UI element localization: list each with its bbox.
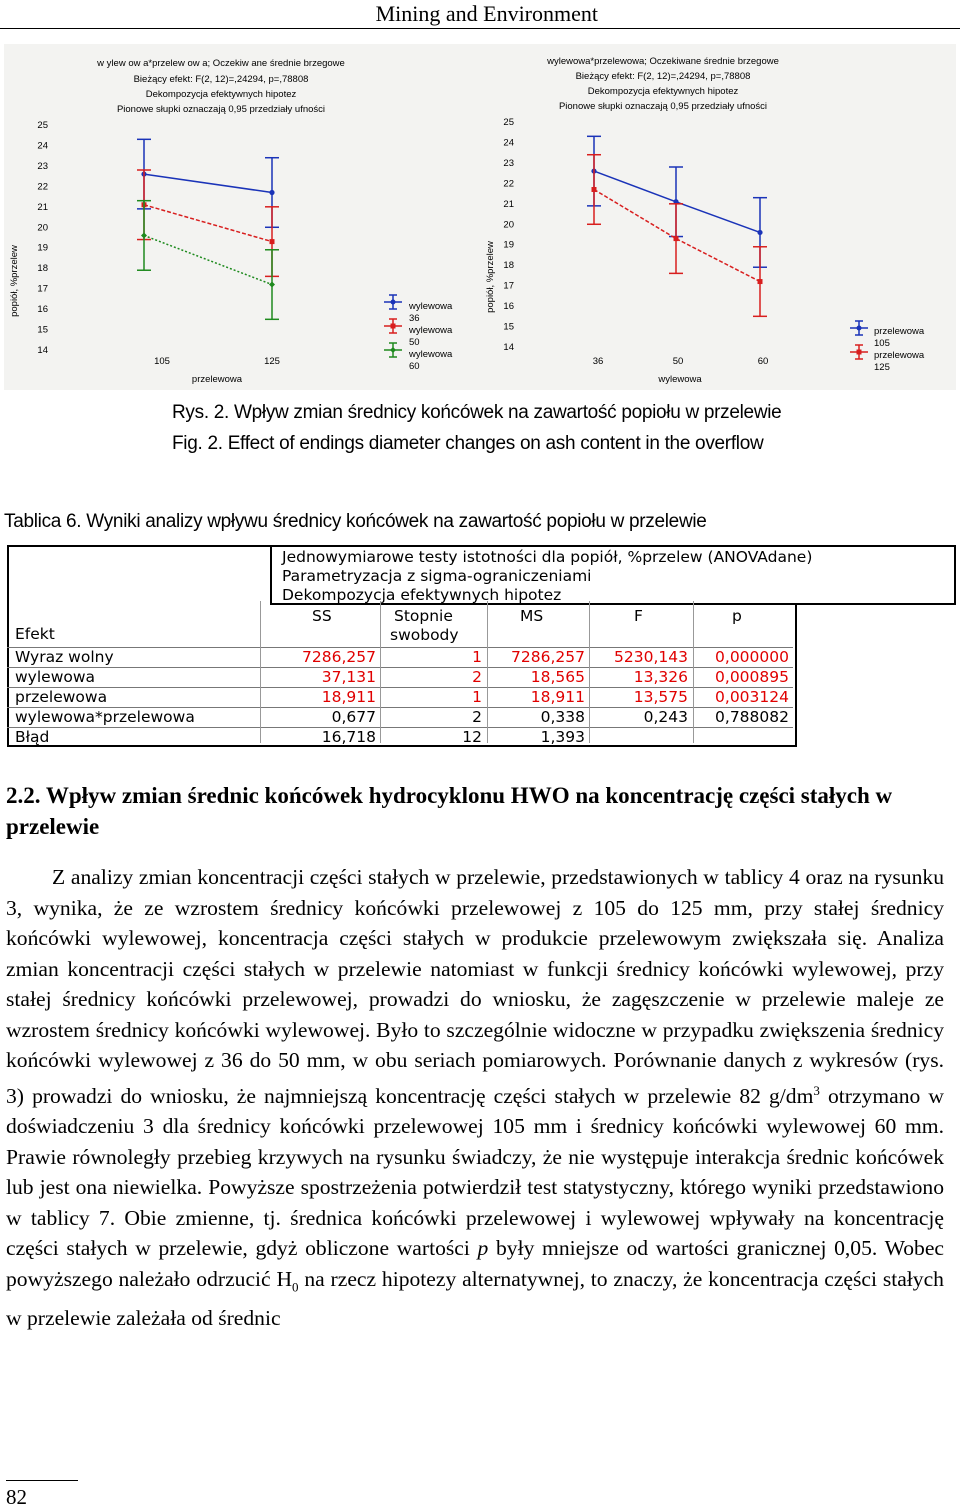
legend-left-word: wylewowa bbox=[409, 301, 453, 312]
figure-caption-en-text: Effect of endings diameter changes on ash content in the overflow bbox=[227, 433, 764, 454]
table-cell-effect: wylewowa bbox=[15, 668, 96, 686]
table-cell-effect: Wyraz wolny bbox=[15, 648, 114, 666]
table-caption bbox=[4, 511, 707, 533]
column-divider bbox=[260, 601, 261, 743]
table-cell-ss: 37,131 bbox=[321, 668, 376, 686]
figure-caption-pl-label: Rys. 2. bbox=[172, 402, 230, 423]
table-cell-f: 0,243 bbox=[643, 708, 688, 726]
chart-left-xtick: 105 bbox=[154, 356, 170, 367]
table-cell-ms: 0,338 bbox=[540, 708, 585, 726]
table-cell-ms: 1,393 bbox=[540, 728, 585, 746]
figure-caption-en bbox=[172, 433, 763, 455]
chart-left-y-ticks bbox=[37, 120, 48, 356]
table-row bbox=[7, 727, 793, 747]
y-tick-label: 23 bbox=[503, 157, 514, 169]
chart-left-title-line: Dekompozycja efektywnych hipotez bbox=[145, 89, 297, 100]
table-header-line: Parametryzacja z sigma-ograniczeniami bbox=[282, 567, 592, 585]
legend-marker bbox=[391, 300, 396, 305]
table-cell-f: 5230,143 bbox=[614, 648, 688, 666]
chart-left-title-line: Pionowe słupki oznaczają 0,95 przedziały ufności bbox=[116, 104, 326, 115]
col-header-ms: MS bbox=[520, 607, 544, 625]
series-line bbox=[144, 174, 272, 192]
y-tick-label: 18 bbox=[37, 263, 48, 275]
col-header-f: F bbox=[634, 607, 643, 625]
y-tick-label: 17 bbox=[37, 283, 48, 295]
legend-marker bbox=[391, 324, 396, 329]
col-header-ss: SS bbox=[312, 607, 332, 625]
section-heading: 2.2. Wpływ zmian średnic końcówek hydrocyklonu HWO na koncentrację części stałych w przelewie bbox=[6, 783, 893, 839]
data-point bbox=[141, 232, 147, 238]
table-cell-f: 13,326 bbox=[633, 668, 688, 686]
table-cell-ss: 7286,257 bbox=[302, 648, 376, 666]
y-tick-label: 25 bbox=[37, 120, 48, 131]
data-point bbox=[757, 230, 762, 235]
legend-right-word: przelewowa bbox=[874, 350, 925, 361]
paragraph-text: były mniejsze od wartości granicznej 0,05. Wobec powyższego należało odrzucić H bbox=[6, 1236, 944, 1291]
chart-left-panel bbox=[4, 44, 480, 390]
data-point bbox=[674, 236, 679, 241]
paragraph-text: na rzecz hipotezy alternatywnej, to znaczy, że koncentracja części stałych w przelewie zależała od średnic bbox=[6, 1266, 944, 1330]
y-tick-label: 21 bbox=[37, 201, 48, 213]
page-number: 82 bbox=[6, 1485, 27, 1509]
figure-caption-en-label: Fig. 2. bbox=[172, 433, 223, 454]
table-caption-label: Tablica 6. bbox=[4, 511, 82, 532]
table-cell-ss: 18,911 bbox=[321, 688, 376, 706]
y-tick-label: 20 bbox=[503, 219, 514, 231]
chart-left-title-line: Bieżący efekt: F(2, 12)=,24294, p=,78808 bbox=[133, 74, 309, 85]
chart-left-ylabel: popiół, %przelew bbox=[9, 245, 20, 317]
chart-right-panel bbox=[480, 44, 956, 390]
table-header-line: Jednowymiarowe testy istotności dla popiół, %przelew (ANOVAdane) bbox=[282, 548, 813, 566]
y-tick-label: 18 bbox=[503, 260, 514, 272]
superscript: 3 bbox=[813, 1082, 820, 1098]
table-caption-text: Wyniki analizy wpływu średnicy końcówek na zawartość popiołu w przelewie bbox=[86, 511, 707, 532]
col-header-df-2: swobody bbox=[390, 626, 459, 644]
y-tick-label: 19 bbox=[37, 242, 48, 254]
chart-right-ylabel: popiół, %przelew bbox=[485, 241, 496, 313]
data-point bbox=[270, 239, 275, 244]
y-tick-label: 15 bbox=[503, 321, 514, 333]
chart-right-y-ticks bbox=[503, 117, 514, 353]
chart-left-legend bbox=[408, 301, 453, 372]
table-row bbox=[7, 667, 793, 687]
column-divider bbox=[487, 601, 488, 743]
table-cell-f: 13,575 bbox=[633, 688, 688, 706]
y-tick-label: 24 bbox=[37, 140, 48, 152]
italic-p: p bbox=[477, 1236, 489, 1261]
chart-right-title-line: Dekompozycja efektywnych hipotez bbox=[587, 86, 739, 97]
legend-marker bbox=[390, 347, 396, 353]
legend-left-value: 50 bbox=[409, 337, 420, 348]
chart-right-title-line: wylewowa*przelewowa; Oczekiwane średnie brzegowe bbox=[547, 56, 779, 67]
table-cell-df: 2 bbox=[472, 668, 482, 686]
table-header-line: Dekompozycja efektywnych hipotez bbox=[282, 586, 562, 604]
chart-left-xlabel: przelewowa bbox=[191, 374, 243, 385]
paragraph-text: Z analizy zmian koncentracji części stałych w przelewie, przedstawionych w tablicy 4 oraz na rysunku 3, wynika, że ze wzrostem średnicy końcówki przelewowej z 105 do 125 mm, przy stałej średnicy końcówki wylewowej, koncentracja części stałych w produkcie przelewowym zwiększała się. Analiza zmian koncentracji części stałych w przelewie natomiast w funkcji średnicy końcówki wylewowej, przy stałej średnicy końcówki przelewowej, prowadzi do wniosku, że zagęszczenie w przelewie maleje ze wzrostem średnicy końcówki wylewowej. Było to szczególnie widoczne w przypadku zwiększenia średnicy końcówki wylewowej z 36 do 50 mm, w obu seriach pomiarowych. Porównanie danych z wykresów (rys. 3) prowadzi do wniosku, że najmniejszą koncentrację części stałych w przelewie 82 g/dm bbox=[6, 865, 944, 1108]
y-tick-label: 25 bbox=[503, 117, 514, 128]
chart-left-svg bbox=[4, 44, 480, 390]
legend-right-value: 125 bbox=[874, 362, 890, 373]
chart-right-title-line: Pionowe słupki oznaczają 0,95 przedziały ufności bbox=[558, 101, 768, 112]
table-cell-ms: 18,911 bbox=[530, 688, 585, 706]
chart-right-xlabel: wylewowa bbox=[658, 374, 702, 385]
data-point bbox=[269, 282, 275, 288]
data-point bbox=[592, 187, 597, 192]
table-cell-effect: wylewowa*przelewowa bbox=[15, 708, 195, 726]
table-cell-p: 0,788082 bbox=[715, 708, 789, 726]
table-row bbox=[7, 687, 793, 707]
col-header-df: Stopnie bbox=[394, 607, 453, 625]
y-tick-label: 14 bbox=[37, 345, 48, 356]
chart-right-xtick: 50 bbox=[672, 356, 684, 367]
table-cell-df: 12 bbox=[462, 728, 482, 746]
table-cell-df: 1 bbox=[472, 648, 482, 666]
column-divider bbox=[589, 601, 590, 743]
table-cell-p: 0,000895 bbox=[715, 668, 789, 686]
table-cell-effect: przelewowa bbox=[15, 688, 108, 706]
y-tick-label: 19 bbox=[503, 239, 514, 251]
legend-left-value: 36 bbox=[409, 313, 420, 324]
chart-right-svg bbox=[480, 44, 956, 390]
figure-caption-pl-text: Wpływ zmian średnicy końcówek na zawartość popiołu w przelewie bbox=[234, 402, 782, 423]
y-tick-label: 20 bbox=[37, 222, 48, 234]
body-text bbox=[6, 862, 944, 1333]
y-tick-label: 15 bbox=[37, 324, 48, 336]
y-tick-label: 23 bbox=[37, 160, 48, 172]
footer-rule bbox=[6, 1480, 78, 1481]
table-row bbox=[7, 647, 793, 667]
table-cell-ms: 18,565 bbox=[530, 668, 585, 686]
chart-right-plot bbox=[587, 136, 767, 316]
y-tick-label: 22 bbox=[37, 181, 48, 193]
legend-left-word: wylewowa bbox=[409, 325, 453, 336]
paragraph-text: otrzymano w doświadczeniu 3 dla średnicy końcówki przelewowej 105 mm i średnicy końcówki wylewowej 60 mm. Prawie równoległy przebieg krzywych na rysunku świadczy, że nie występuje interakcja średnic końcówek lub jest ona niewielka. Powyższe spostrzeżenia potwierdził test statystyczny, którego wyniki przedstawiono w tablicy 7. Obie zmienne, tj. średnica końcówki przelewowej i wylewowej wpływały na koncentrację części stałych w przelewie, gdyż obliczone wartości bbox=[6, 1083, 944, 1261]
column-divider bbox=[693, 601, 694, 743]
legend-marker bbox=[857, 326, 862, 331]
table-cell-ss: 16,718 bbox=[321, 728, 376, 746]
chart-right-xtick: 60 bbox=[757, 356, 769, 367]
running-head: Mining and Environment bbox=[375, 1, 598, 26]
y-tick-label: 21 bbox=[503, 198, 514, 210]
table-cell-p: 0,000000 bbox=[715, 648, 789, 666]
y-tick-label: 22 bbox=[503, 178, 514, 190]
data-point bbox=[269, 190, 274, 195]
figure-caption-pl bbox=[172, 402, 781, 424]
y-tick-label: 16 bbox=[37, 304, 48, 316]
y-tick-label: 14 bbox=[503, 342, 514, 353]
chart-right-title-line: Bieżący efekt: F(2, 12)=,24294, p=,78808 bbox=[575, 71, 751, 82]
y-tick-label: 16 bbox=[503, 301, 514, 313]
series-line bbox=[144, 235, 272, 284]
y-tick-label: 24 bbox=[503, 137, 514, 149]
column-divider bbox=[380, 601, 381, 743]
table-cell-ss: 0,677 bbox=[331, 708, 376, 726]
series-line bbox=[144, 205, 272, 242]
table-cell-df: 1 bbox=[472, 688, 482, 706]
chart-left-xtick: 125 bbox=[264, 356, 280, 367]
legend-right-value: 105 bbox=[874, 338, 890, 349]
subscript: 0 bbox=[292, 1279, 299, 1294]
table-cell-effect: Błąd bbox=[15, 728, 50, 746]
chart-right-xtick: 36 bbox=[592, 356, 604, 367]
legend-marker bbox=[857, 350, 862, 355]
y-tick-label: 17 bbox=[503, 280, 514, 292]
table-cell-df: 2 bbox=[472, 708, 482, 726]
legend-right-word: przelewowa bbox=[874, 326, 925, 337]
table-row bbox=[7, 707, 793, 727]
chart-left-title-line: w ylew ow a*przelew ow a; Oczekiw ane średnie brzegowe bbox=[97, 58, 345, 69]
row-divider bbox=[7, 727, 793, 728]
legend-left-word: wylewowa bbox=[409, 349, 453, 360]
table-cell-p: 0,003124 bbox=[715, 688, 789, 706]
paragraph bbox=[6, 862, 944, 1333]
table-cell-ms: 7286,257 bbox=[511, 648, 585, 666]
chart-right-legend bbox=[874, 326, 925, 373]
chart-left-plot bbox=[137, 139, 279, 319]
col-header-effect: Efekt bbox=[15, 625, 55, 643]
data-point bbox=[758, 279, 763, 284]
legend-left-value: 60 bbox=[409, 361, 420, 372]
col-header-p: p bbox=[732, 607, 742, 625]
header-rule bbox=[0, 28, 960, 29]
